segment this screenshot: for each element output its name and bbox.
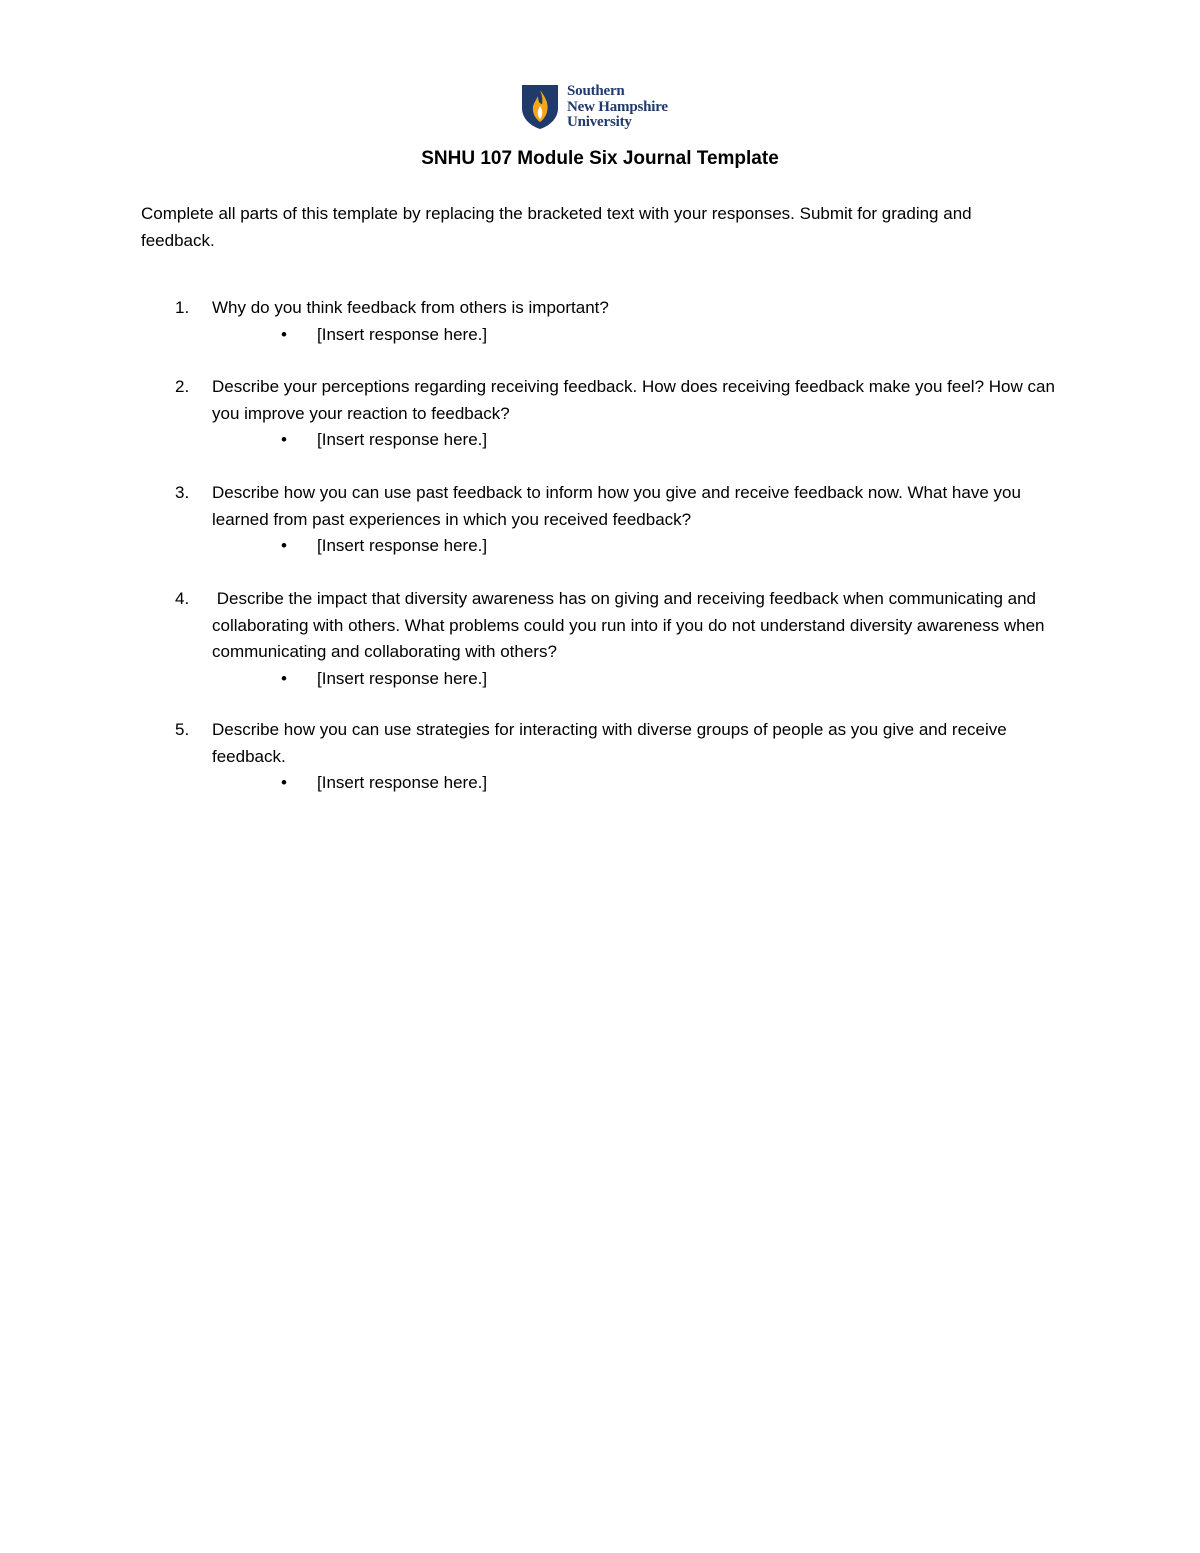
question-item-1	[141, 295, 1061, 348]
bullet-icon: •	[281, 536, 287, 555]
response-text: [Insert response here.]	[317, 324, 488, 344]
logo-wordmark	[567, 84, 668, 131]
response-text: [Insert response here.]	[317, 668, 488, 688]
bullet-icon: •	[281, 773, 287, 792]
bullet-icon: •	[281, 324, 287, 344]
document-title: SNHU 107 Module Six Journal Template	[421, 148, 779, 169]
question-number: 5.	[175, 720, 190, 739]
question-number: 4.	[175, 589, 190, 608]
shield-flame-icon	[521, 84, 559, 130]
question-number: 2.	[175, 377, 190, 396]
question-item-5	[141, 717, 1061, 797]
bullet-icon: •	[281, 430, 287, 449]
logo-line-3: University	[567, 114, 632, 130]
logo-line-1: Southern	[567, 83, 625, 99]
instructions-paragraph: Complete all parts of this template by replacing the bracketed text with your responses. Submit for grading and feedback.	[141, 204, 972, 250]
question-item-2	[141, 374, 1061, 454]
question-text: Describe your perceptions regarding receiving feedback. How does receiving feedback make you feel? How can you improve your reaction to feedback?	[212, 377, 1055, 423]
response-placeholder[interactable]	[281, 322, 1061, 349]
response-text: [Insert response here.]	[317, 773, 488, 792]
response-text: [Insert response here.]	[317, 536, 488, 555]
response-placeholder[interactable]	[281, 427, 1061, 454]
response-placeholder[interactable]	[281, 666, 1061, 693]
logo-line-2: New Hampshire	[567, 98, 668, 115]
question-text: Describe the impact that diversity awareness has on giving and receiving feedback when communicating and collaborating with others. What problems could you run into if you do not understand diversity awareness when communicating and collaborating with others?	[212, 589, 1050, 661]
question-number: 1.	[175, 298, 190, 317]
question-item-4	[141, 586, 1061, 692]
question-text: Why do you think feedback from others is important?	[212, 298, 609, 317]
bullet-icon: •	[281, 668, 287, 688]
university-logo	[521, 84, 668, 131]
question-item-3	[141, 480, 1061, 560]
response-placeholder[interactable]	[281, 533, 1061, 560]
question-text: Describe how you can use past feedback to inform how you give and receive feedback now. What have you learned from past experiences in which you received feedback?	[212, 483, 1021, 529]
question-number: 3.	[175, 483, 190, 502]
question-text: Describe how you can use strategies for interacting with diverse groups of people as you give and receive feedback.	[212, 720, 1007, 766]
response-text: [Insert response here.]	[317, 430, 488, 449]
response-placeholder[interactable]	[281, 770, 1061, 797]
